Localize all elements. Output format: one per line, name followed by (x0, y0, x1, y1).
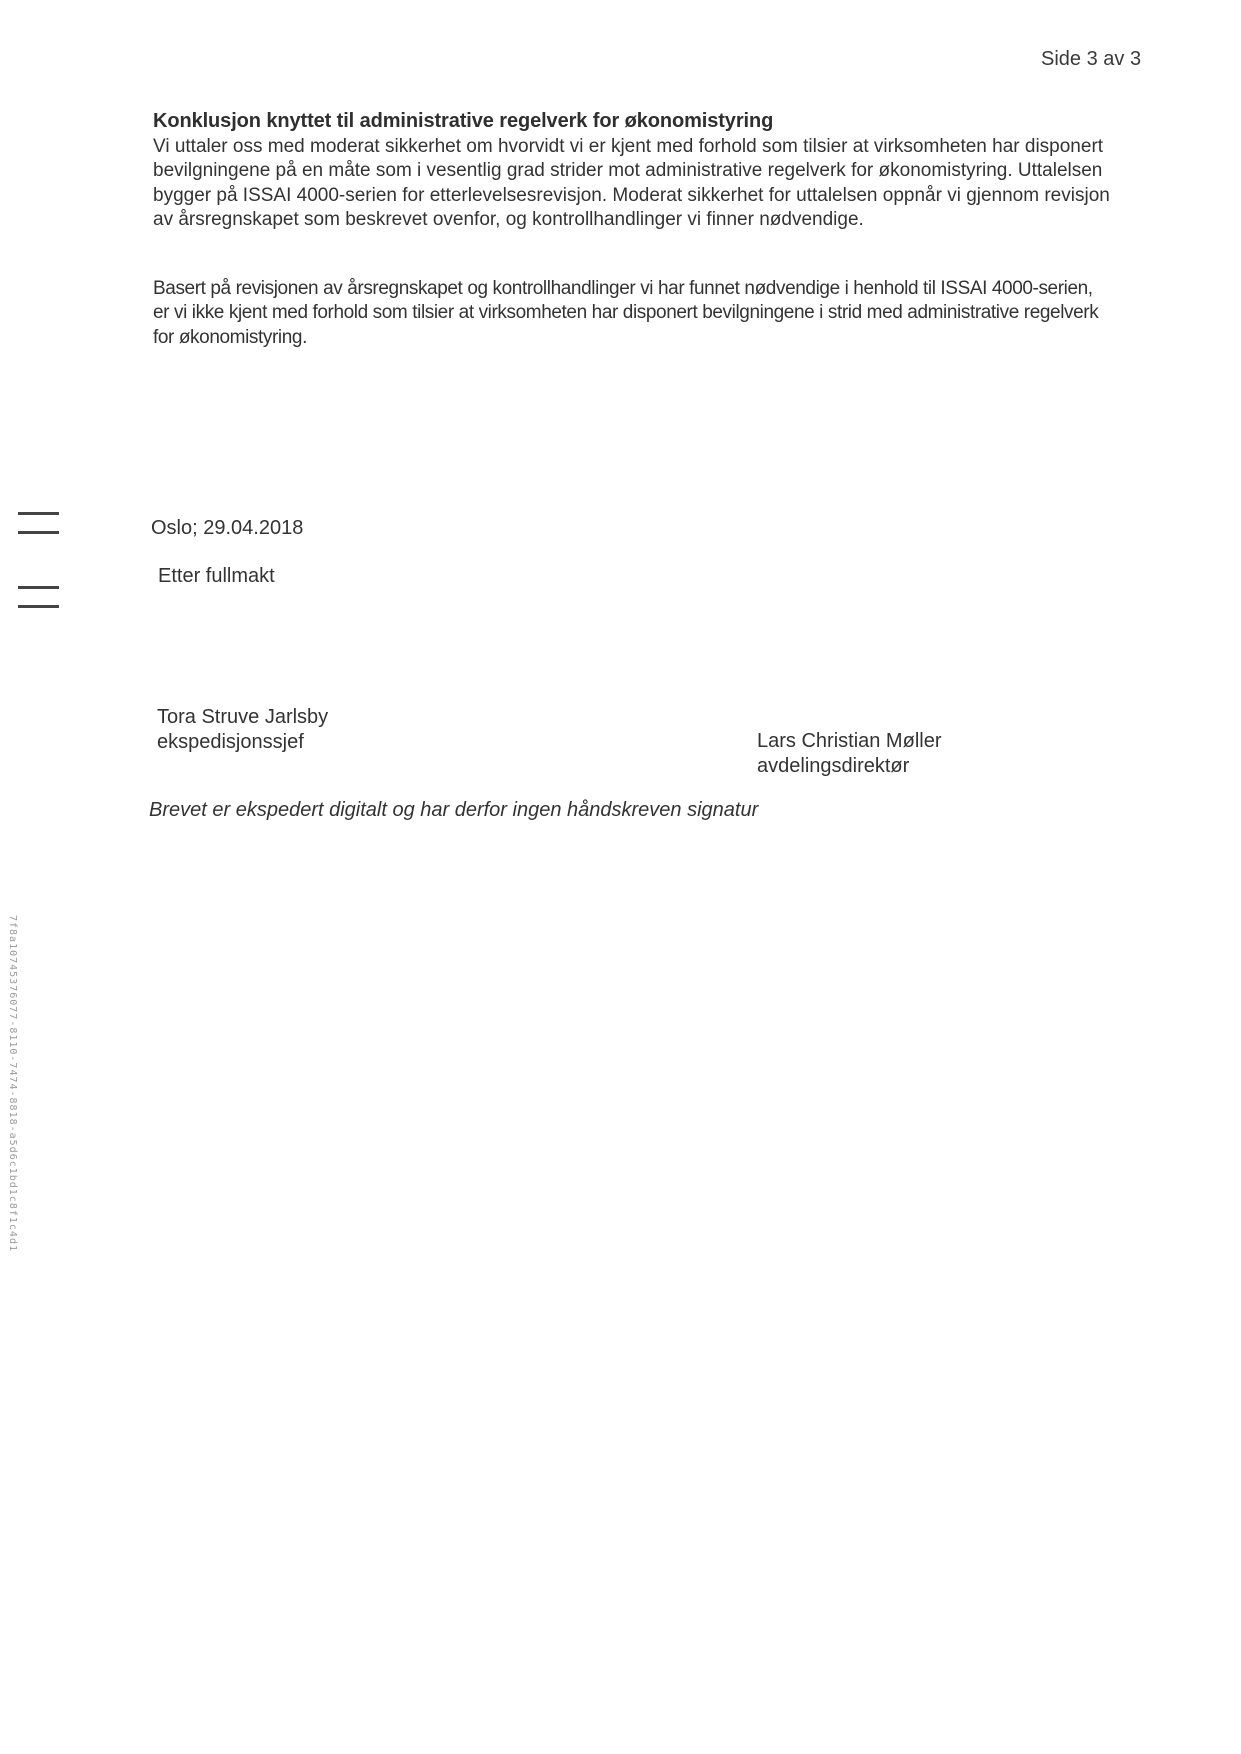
paragraph-conclusion-basis: Vi uttaler oss med moderat sikkerhet om hvorvidt vi er kjent med forhold som tilsier at virksomheten har disponert bevilgningene på en måte som i vesentlig grad strider mot administrative regelverk for økonomistyring. Uttalelsen bygger på ISSAI 4000-serien for etterlevelsesrevisjon. Moderat sikkerhet for uttalelsen oppnår vi gjennom revisjon av årsregnskapet som beskrevet ovenfor, og kontrollhandlinger vi finner nødvendige. (153, 136, 1110, 230)
signatory-title: avdelingsdirektør (757, 754, 910, 777)
signatory-left (157, 705, 328, 754)
margin-document-id: 7f8a10745376077-8110-7474-8818-a5d6c1bd1c8f1c4d1 (7, 915, 18, 1252)
place-date: Oslo; 29.04.2018 (151, 517, 304, 539)
page-number: Side 3 av 3 (1041, 48, 1142, 70)
section-heading: Konklusjon knyttet til administrative regelverk for økonomistyring (153, 110, 774, 132)
signatory-title: ekspedisjonssjef (157, 730, 304, 753)
signatory-name: Lars Christian Møller (757, 730, 942, 752)
scan-mark (18, 586, 59, 589)
scan-mark (18, 531, 59, 534)
authority-line: Etter fullmakt (158, 565, 275, 587)
paragraph-conclusion: Basert på revisjonen av årsregnskapet og kontrollhandlinger vi har funnet nødvendige i henhold til ISSAI 4000-serien, er vi ikke kjent med forhold som tilsier at virksomheten har disponert bevilgningene i strid med administrative regelverk for økonomistyring. (153, 278, 1099, 348)
digital-signature-note: Brevet er ekspedert digitalt og har derfor ingen håndskreven signatur (149, 799, 759, 821)
scan-mark (18, 605, 59, 608)
scan-mark (18, 512, 59, 515)
signatory-name: Tora Struve Jarlsby (157, 706, 329, 728)
signatory-right (757, 729, 941, 778)
